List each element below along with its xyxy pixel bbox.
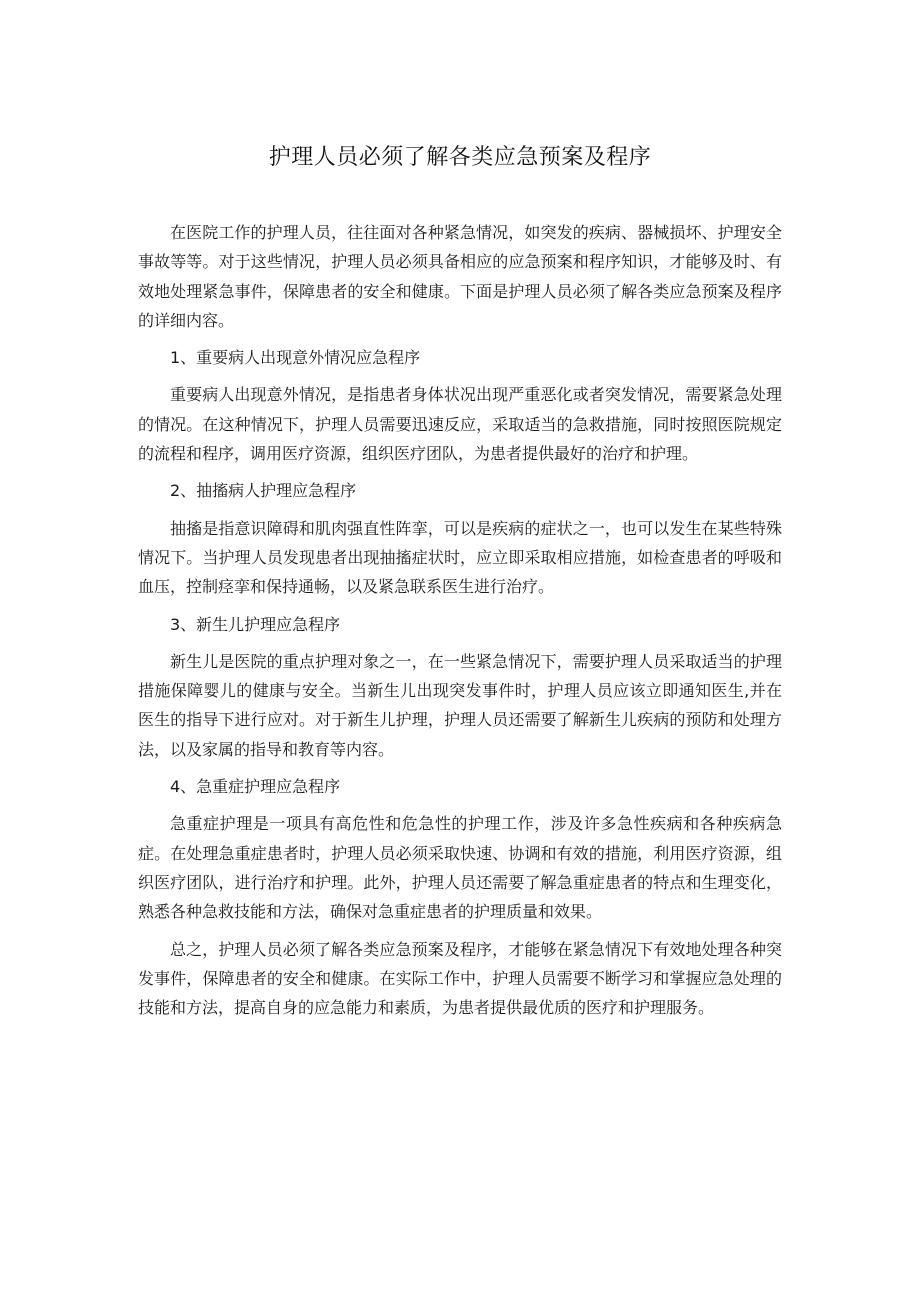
section-2-heading: 2、抽搐病人护理应急程序 — [170, 481, 357, 501]
section-1-body: 重要病人出现意外情况，是指患者身体状况出现严重恶化或者突发情况，需要紧急处理的情况。在这种情况下，护理人员需要迅速反应，采取适当的急救措施，同时按照医院规定的流程和程序，调用医疗资源，组织医疗团队，为患者提供最好的治疗和护理。 — [138, 385, 782, 464]
section-1-heading: 1、重要病人出现意外情况应急程序 — [170, 348, 421, 368]
conclusion-paragraph: 总之，护理人员必须了解各类应急预案及程序，才能够在紧急情况下有效地处理各种突发事件，保障患者的安全和健康。在实际工作中，护理人员需要不断学习和掌握应急处理的技能和方法，提高自身的应急能力和素质，为患者提供最优质的医疗和护理服务。 — [138, 939, 782, 1018]
section-4-body: 急重症护理是一项具有高危性和危急性的护理工作，涉及许多急性疾病和各种疾病急症。在处理急重症患者时，护理人员必须采取快速、协调和有效的措施，利用医疗资源，组织医疗团队，进行治疗和护理。此外，护理人员还需要了解急重症患者的特点和生理变化，熟悉各种急救技能和方法，确保对急重症患者的护理质量和效果。 — [138, 814, 782, 922]
section-4-heading: 4、急重症护理应急程序 — [170, 777, 341, 797]
document-title: 护理人员必须了解各类应急预案及程序 — [268, 145, 652, 170]
document-body — [138, 218, 782, 1030]
section-2-body: 抽搐是指意识障碍和肌肉强直性阵挛，可以是疾病的症状之一，也可以发生在某些特殊情况下。当护理人员发现患者出现抽搐症状时，应立即采取相应措施，如检查患者的呼吸和血压，控制痉挛和保持通畅，以及紧急联系医生进行治疗。 — [138, 518, 782, 597]
intro-paragraph: 在医院工作的护理人员，往往面对各种紧急情况，如突发的疾病、器械损坏、护理安全事故等等。对于这些情况，护理人员必须具备相应的应急预案和程序知识，才能够及时、有效地处理紧急事件，保障患者的安全和健康。下面是护理人员必须了解各类应急预案及程序的详细内容。 — [138, 223, 782, 330]
section-3-heading: 3、新生儿护理应急程序 — [170, 614, 341, 634]
section-3-body: 新生儿是医院的重点护理对象之一，在一些紧急情况下，需要护理人员采取适当的护理措施保障婴儿的健康与安全。当新生儿出现突发事件时，护理人员应该立即通知医生,并在医生的指导下进行应对。对于新生儿护理，护理人员还需要了解新生儿疾病的预防和处理方法，以及家属的指导和教育等内容。 — [138, 651, 782, 759]
